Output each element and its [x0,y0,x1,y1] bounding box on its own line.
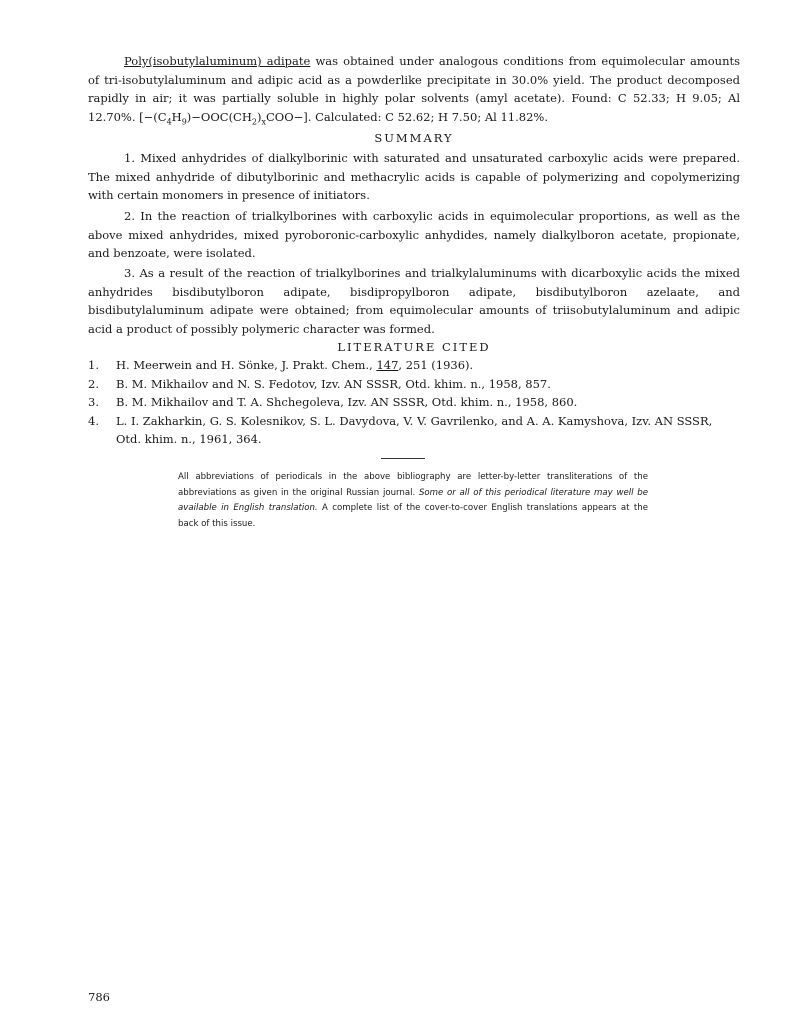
reference-item [88,356,740,375]
page-number: 786 [88,990,110,1004]
intro-text: was obtained under analogous conditions from equimolecular amounts of tri-isobutylaluminum and adipic acid as a powderlike precipitate in 30.0% yield. The product decomposed rapidly in air; it was partially soluble in highly polar solvents (amyl acetate). Found: C 52.33; H 9.05; Al 12.70%. [−(C [88,54,741,124]
formula-subscript: 4 [166,116,172,126]
reference-number: 3. [88,395,99,409]
formula-part: H [171,109,182,124]
literature-heading: LITERATURE CITED [337,340,491,354]
reference-number: 2. [88,376,99,391]
reference-list [88,356,740,449]
intro-paragraph [88,52,740,126]
formula-part: )−OOC(CH [186,109,252,124]
reference-text: B. M. Mikhailov and T. A. Shchegoleva, Izv. AN SSSR, Otd. khim. n., 1958, 860. [116,395,578,409]
translation-note [178,470,648,532]
reference-text: B. M. Mikhailov and N. S. Fedotov, Izv. AN SSSR, Otd. khim. n., 1958, 857. [116,376,551,391]
reference-item [88,412,740,449]
summary-item-2: 2. In the reaction of trialkylborines with carboxylic acids in equimolecular proportions, as well as the above mixed anhydrides, mixed pyroboronic-carboxylic anhydides, namely dialkylboron acetate, propionate, and benzoate, were isolated. [88,209,740,260]
formula-subscript: 9 [181,116,187,126]
reference-text: L. I. Zakharkin, G. S. Kolesnikov, S. L. Davydova, V. V. Gavrilenko, and A. A. Kamyshova, Izv. AN SSSR, Otd. khim. n., 1961, 364. [116,413,713,446]
compound-name: Poly(isobutylaluminum) adipate [124,54,311,68]
reference-number: 4. [88,413,99,428]
summary-item-3: 3. As a result of the reaction of trialkylborines and trialkylaluminums with dicarboxylic acids the mixed anhydrides bisdibutylboron adipate, bisdipropylboron adipate, bisdibutylboron azelaate, and bisdibutylaluminum adipate were obtained; from equimolecular amounts of triisobutylaluminum and adipic acid a product of possibly polymeric character was formed. [88,266,740,336]
reference-text: , 251 (1936). [398,358,474,372]
note-text: All abbreviations of periodicals in the above bibliography are letter-by-letter transliterations of the abbreviations as given in the original Russian journal. [178,472,648,498]
section-divider [381,458,425,459]
summary-heading: SUMMARY [374,131,454,145]
formula-subscript: x [261,116,266,126]
reference-volume: 147 [376,358,399,372]
reference-number: 1. [88,358,99,372]
summary-item-1: 1. Mixed anhydrides of dialkylborinic with saturated and unsaturated carboxylic acids were prepared. The mixed anhydride of dibutylborinic and methacrylic acids is capable of polymerizing and copolymerizing with certain monomers in presence of initiators. [88,151,740,202]
reference-item [88,375,740,394]
note-text: A complete list of the cover-to-cover English translations appears at the back of this issue. [178,503,648,529]
reference-item [88,393,740,412]
formula-subscript: 2 [251,116,257,126]
formula-part: ) [256,109,262,124]
reference-text: H. Meerwein and H. Sönke, J. Prakt. Chem., [116,358,377,372]
intro-text-end: COO−]. Calculated: C 52.62; H 7.50; Al 11.82%. [266,109,548,124]
note-italic-text: Some or all of this periodical literature may well be available in English translation. [178,487,648,513]
